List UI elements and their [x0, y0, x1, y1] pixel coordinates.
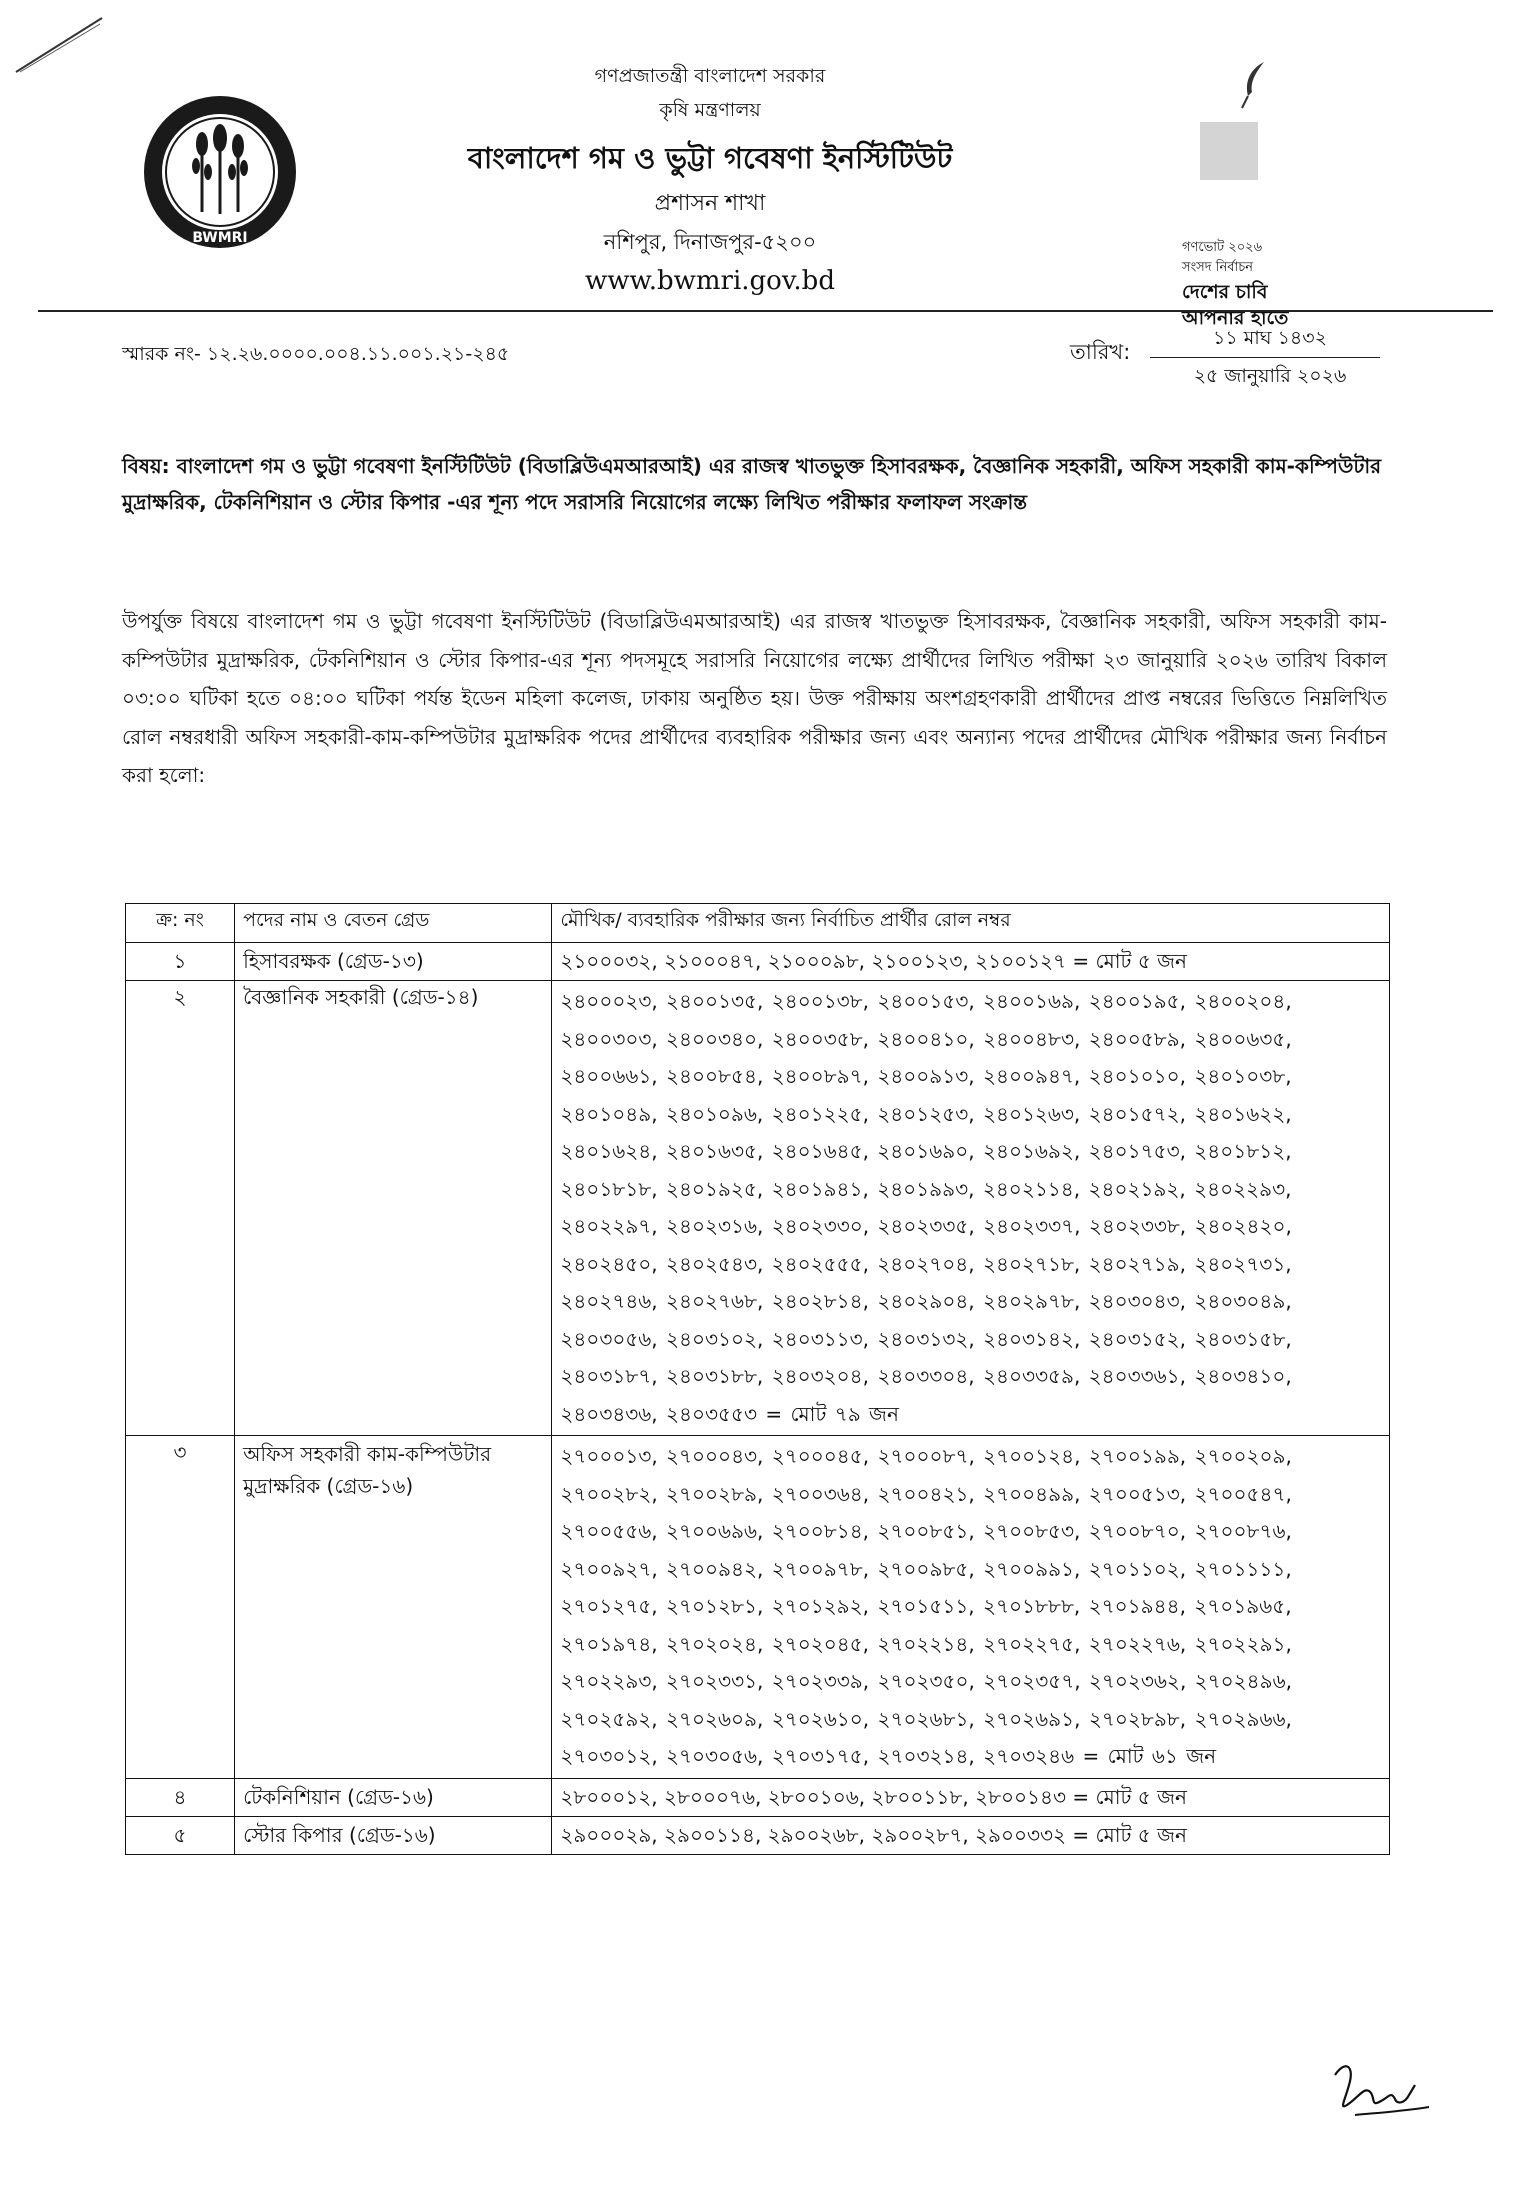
- row-post: হিসাবরক্ষক (গ্রেড-১৩): [235, 943, 552, 981]
- row-serial: ৩: [126, 1436, 235, 1779]
- address: নশিপুর, দিনাজপুর-৫২০০: [603, 230, 817, 254]
- header-divider: [38, 310, 1493, 312]
- header-rolls: মৌখিক/ ব্যবহারিক পরীক্ষার জন্য নির্বাচিত প্রার্থীর রোল নম্বর: [552, 904, 1390, 943]
- subject-text: বাংলাদেশ গম ও ভুট্টা গবেষণা ইনস্টিটিউট (বিডাব্লিউএমআরআই) এর রাজস্ব খাতভুক্ত হিসাবরক্ষক, বৈজ্ঞানিক সহকারী, অফিস সহকারী কাম-কম্পিউটার মুদ্রাক্ষরিক, টেকনিশিয়ান ও স্টোর কিপার -এর শূন্য পদে সরাসরি নিয়োগের লক্ষ্যে লিখিত পরীক্ষার ফলাফল সংক্রান্ত: [122, 454, 1382, 514]
- row-rolls: ২৭০০০১৩, ২৭০০০৪৩, ২৭০০০৪৫, ২৭০০০৮৭, ২৭০০১২৪, ২৭০০১৯৯, ২৭০০২০৯, ২৭০০২৮২, ২৭০০২৮৯, ২৭০০৩৬৪, ২৭০০৪২১, ২৭০০৪৯৯, ২৭০০৫১৩, ২৭০০৫৪৭, ২৭০০৫৫৬, ২৭০০৬৯৬, ২৭০০৮১৪, ২৭০০৮৫১, ২৭০০৮৫৩, ২৭০০৮৭০, ২৭০০৮৭৬, ২৭০০৯২৭, ২৭০০৯৪২, ২৭০০৯৭৮, ২৭০০৯৮৫, ২৭০০৯৯১, ২৭০১১০২, ২৭০১১১১, ২৭০১২৭৫, ২৭০১২৮১, ২৭০১২৯২, ২৭০১৫১১, ২৭০১৮৮৮, ২৭০১৯৪৪, ২৭০১৯৬৫, ২৭০১৯৭৪, ২৭০২০২৪, ২৭০২০৪৫, ২৭০২২১৪, ২৭০২২৭৫, ২৭০২২৭৬, ২৭০২২৯১, ২৭০২২৯৩, ২৭০২৩৩১, ২৭০২৩৩৯, ২৭০২৩৫০, ২৭০২৩৫৭, ২৭০২৩৬২, ২৭০২৪৯৬, ২৭০২৫৯২, ২৭০২৬০৯, ২৭০২৬১০, ২৭০২৬৮১, ২৭০২৬৯১, ২৭০২৮৯৮, ২৭০২৯৬৬, ২৭০৩০১২, ২৭০৩০৫৬, ২৭০৩১৭৫, ২৭০৩২১৪, ২৭০৩২৪৬ = মোট ৬১ জন: [552, 1436, 1390, 1779]
- row-rolls: ২১০০০৩২, ২১০০০৪৭, ২১০০০৯৮, ২১০০১২৩, ২১০০১২৭ = মোট ৫ জন: [552, 943, 1390, 981]
- table-row: [126, 1816, 1390, 1854]
- pen-scratch-mark: [14, 14, 104, 74]
- table-row: [126, 981, 1390, 1436]
- subject-label: বিষয়:: [122, 454, 170, 478]
- handwritten-signature: [1325, 2055, 1435, 2130]
- bwmri-logo-icon: [140, 92, 300, 252]
- row-serial: ৫: [126, 1816, 235, 1854]
- date-divider: [1150, 357, 1380, 358]
- government-name: গণপ্রজাতন্ত্রী বাংলাদেশ সরকার: [594, 65, 826, 87]
- branch-name: প্রশাসন শাখা: [654, 191, 766, 216]
- date-bangla: ১১ মাঘ ১৪৩২: [1213, 327, 1327, 349]
- table-row: [126, 1436, 1390, 1779]
- body-paragraph: উপর্যুক্ত বিষয়ে বাংলাদেশ গম ও ভুট্টা গবেষণা ইনস্টিটিউট (বিডাব্লিউএমআরআই) এর রাজস্ব খাতভুক্ত হিসাবরক্ষক, বৈজ্ঞানিক সহকারী, অফিস সহকারী কাম-কম্পিউটার মুদ্রাক্ষরিক, টেকনিশিয়ান ও স্টোর কিপার-এর শূন্য পদসমূহে সরাসরি নিয়োগের লক্ষ্যে প্রার্থীদের লিখিত পরীক্ষা ২৩ জানুয়ারি ২০২৬ তারিখ বিকাল ০৩:০০ ঘটিকা হতে ০৪:০০ ঘটিকা পর্যন্ত ইডেন মহিলা কলেজ, ঢাকায় অনুষ্ঠিত হয়। উক্ত পরীক্ষায় অংশগ্রহণকারী প্রার্থীদের প্রাপ্ত নম্বরের ভিত্তিতে নিম্নলিখিত রোল নম্বরধারী অফিস সহকারী-কাম-কম্পিউটার মুদ্রাক্ষরিক পদের প্রার্থীদের ব্যবহারিক পরীক্ষার জন্য এবং অন্যান্য পদের প্রার্থীদের মৌখিক পরীক্ষার জন্য নির্বাচন করা হলো:: [122, 609, 1387, 787]
- table-row: [126, 1778, 1390, 1816]
- ministry-name: কৃষি মন্ত্রণালয়: [659, 99, 761, 121]
- website-link[interactable]: www.bwmri.gov.bd: [585, 266, 835, 296]
- row-rolls: ২৯০০০২৯, ২৯০০১১৪, ২৯০০২৬৮, ২৯০০২৮৭, ২৯০০৩৩২ = মোট ৫ জন: [552, 1816, 1390, 1854]
- memo-reference: স্মারক নং- ১২.২৬.০০০০.০০৪.১১.০০১.২১-২৪৫: [122, 343, 510, 365]
- row-post: অফিস সহকারী কাম-কম্পিউটার মুদ্রাক্ষরিক (গ্রেড-১৬): [235, 1436, 552, 1779]
- table-header-row: [126, 904, 1390, 943]
- table-row: [126, 943, 1390, 981]
- subject: [122, 448, 1387, 520]
- row-rolls: ২৪০০০২৩, ২৪০০১৩৫, ২৪০০১৩৮, ২৪০০১৫৩, ২৪০০১৬৯, ২৪০০১৯৫, ২৪০০২০৪, ২৪০০৩০৩, ২৪০০৩৪০, ২৪০০৩৫৮, ২৪০০৪১০, ২৪০০৪৮৩, ২৪০০৫৮৯, ২৪০০৬৩৫, ২৪০০৬৬১, ২৪০০৮৫৪, ২৪০০৮৯৭, ২৪০০৯১৩, ২৪০০৯৪৭, ২৪০১০১০, ২৪০১০৩৮, ২৪০১০৪৯, ২৪০১০৯৬, ২৪০১২২৫, ২৪০১২৫৩, ২৪০১২৬৩, ২৪০১৫৭২, ২৪০১৬২২, ২৪০১৬২৪, ২৪০১৬৩৫, ২৪০১৬৪৫, ২৪০১৬৯০, ২৪০১৬৯২, ২৪০১৭৫৩, ২৪০১৮১২, ২৪০১৮১৮, ২৪০১৯২৫, ২৪০১৯৪১, ২৪০১৯৯৩, ২৪০২১১৪, ২৪০২১৯২, ২৪০২২৯৩, ২৪০২২৯৭, ২৪০২৩১৬, ২৪০২৩৩০, ২৪০২৩৩৫, ২৪০২৩৩৭, ২৪০২৩৩৮, ২৪০২৪২০, ২৪০২৪৫০, ২৪০২৫৪৩, ২৪০২৫৫৫, ২৪০২৭০৪, ২৪০২৭১৮, ২৪০২৭১৯, ২৪০২৭৩১, ২৪০২৭৪৬, ২৪০২৭৬৮, ২৪০২৮১৪, ২৪০২৯০৪, ২৪০২৯৭৮, ২৪০৩০৪৩, ২৪০৩০৪৯, ২৪০৩০৫৬, ২৪০৩১০২, ২৪০৩১১৩, ২৪০৩১৩২, ২৪০৩১৪২, ২৪০৩১৫২, ২৪০৩১৫৮, ২৪০৩১৮৭, ২৪০৩১৮৮, ২৪০৩২০৪, ২৪০৩৩০৪, ২৪০৩৩৫৯, ২৪০৩৩৬১, ২৪০৩৪১০, ২৪০৩৪৩৬, ২৪০৩৫৫৩ = মোট ৭৯ জন: [552, 981, 1390, 1436]
- logo-lettering: BWMRI: [192, 230, 248, 246]
- date-english: ২৫ জানুয়ারি ২০২৬: [1193, 365, 1347, 387]
- row-post: টেকনিশিয়ান (গ্রেড-১৬): [235, 1778, 552, 1816]
- election-badge: [1170, 60, 1350, 329]
- feather-icon: [1234, 60, 1274, 110]
- row-post: স্টোর কিপার (গ্রেড-১৬): [235, 1816, 552, 1854]
- date-label: তারিখ:: [1070, 340, 1131, 364]
- row-serial: ১: [126, 943, 235, 981]
- election-line-3: দেশের চাবি: [1182, 281, 1268, 303]
- election-line-2: সংসদ নির্বাচন: [1182, 260, 1253, 275]
- election-line-4: আপনার হাতে: [1182, 307, 1289, 329]
- election-line-1: গণভোট ২০২৬: [1182, 240, 1263, 255]
- organization-name: বাংলাদেশ গম ও ভুট্টা গবেষণা ইনস্টিটিউট: [467, 141, 953, 175]
- election-qr-box: [1200, 122, 1258, 180]
- results-table: [125, 903, 1390, 1855]
- row-rolls: ২৮০০০১২, ২৮০০০৭৬, ২৮০০১০৬, ২৮০০১১৮, ২৮০০১৪৩ = মোট ৫ জন: [552, 1778, 1390, 1816]
- row-post: বৈজ্ঞানিক সহকারী (গ্রেড-১৪): [235, 981, 552, 1436]
- row-serial: ২: [126, 981, 235, 1436]
- row-serial: ৪: [126, 1778, 235, 1816]
- header-post: পদের নাম ও বেতন গ্রেড: [235, 904, 552, 943]
- header-serial: ক্র: নং: [126, 904, 235, 943]
